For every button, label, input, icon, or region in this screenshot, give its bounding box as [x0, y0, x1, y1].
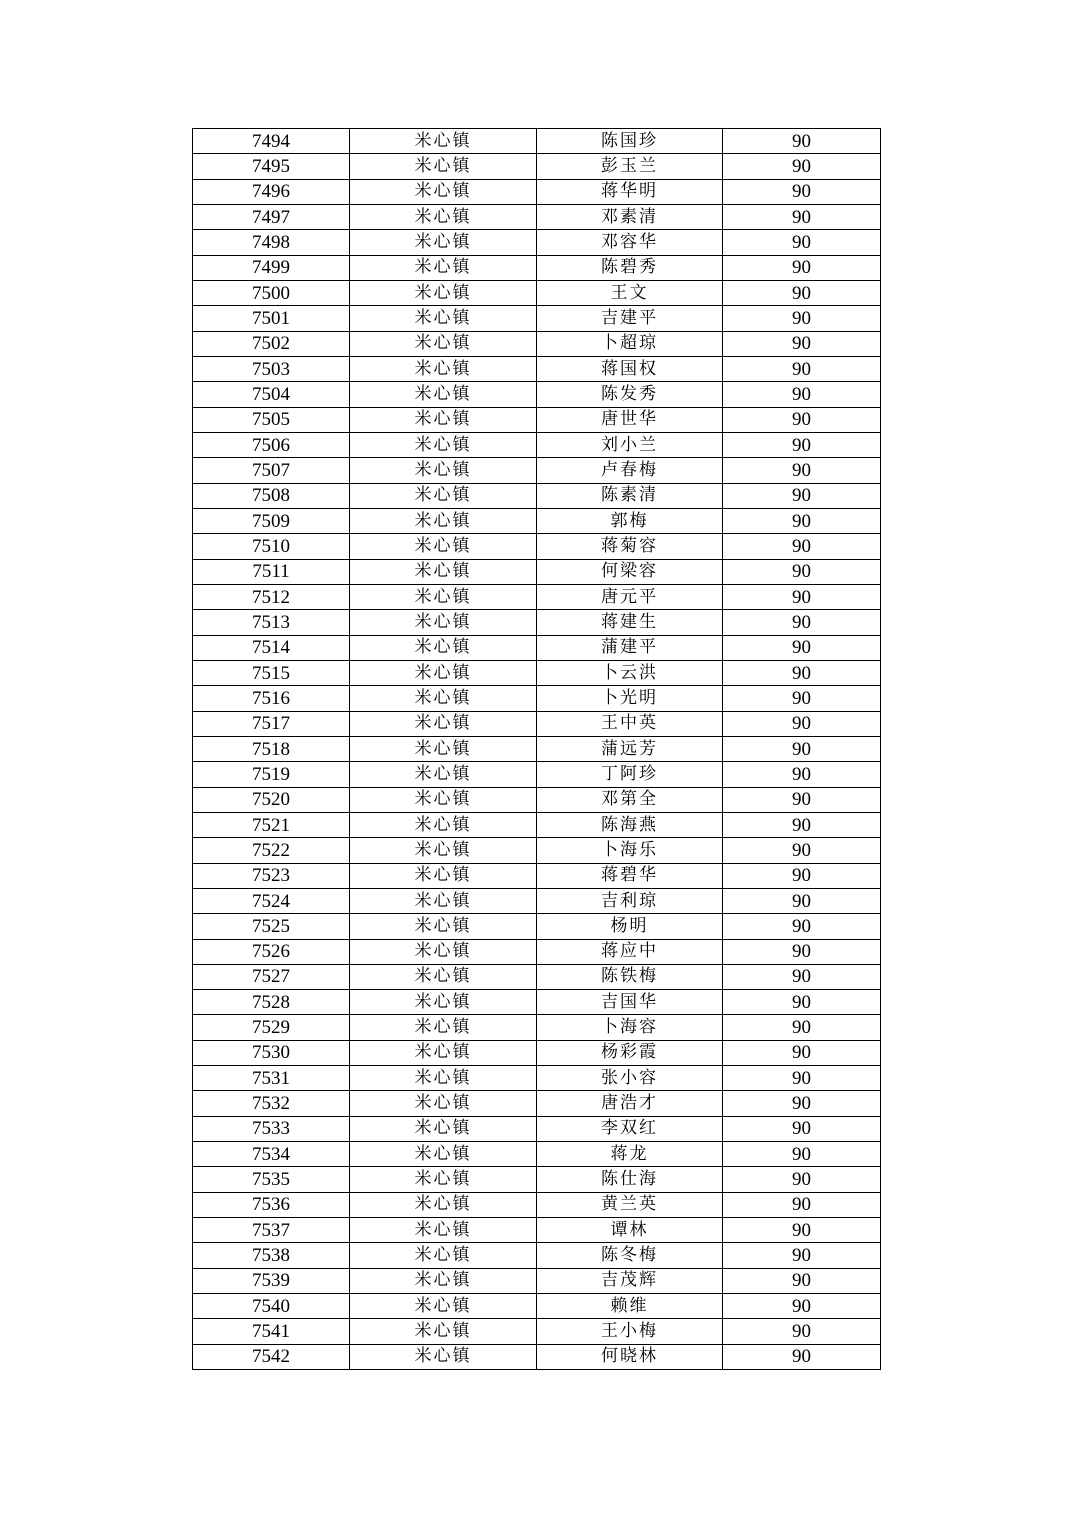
cell-town: 米心镇: [350, 888, 537, 913]
cell-number: 7524: [193, 888, 350, 913]
cell-amount: 90: [723, 1319, 881, 1344]
cell-town: 米心镇: [350, 1091, 537, 1116]
cell-amount: 90: [723, 1294, 881, 1319]
table-row: [193, 331, 881, 356]
cell-number: 7510: [193, 534, 350, 559]
cell-town: 米心镇: [350, 1116, 537, 1141]
cell-name: 唐浩才: [537, 1091, 723, 1116]
cell-town: 米心镇: [350, 863, 537, 888]
cell-name: 王小梅: [537, 1319, 723, 1344]
table-row: [193, 787, 881, 812]
cell-town: 米心镇: [350, 1167, 537, 1192]
cell-name: 卜海容: [537, 1015, 723, 1040]
cell-name: 郭梅: [537, 508, 723, 533]
cell-number: 7514: [193, 635, 350, 660]
cell-name: 蒋华明: [537, 179, 723, 204]
table-row: [193, 812, 881, 837]
cell-number: 7540: [193, 1294, 350, 1319]
cell-town: 米心镇: [350, 483, 537, 508]
cell-town: 米心镇: [350, 584, 537, 609]
cell-town: 米心镇: [350, 179, 537, 204]
cell-amount: 90: [723, 584, 881, 609]
cell-amount: 90: [723, 179, 881, 204]
table-row: [193, 483, 881, 508]
cell-name: 卜海乐: [537, 838, 723, 863]
cell-name: 邓容华: [537, 230, 723, 255]
cell-name: 王中英: [537, 711, 723, 736]
table-row: [193, 432, 881, 457]
cell-number: 7528: [193, 990, 350, 1015]
cell-amount: 90: [723, 1142, 881, 1167]
cell-town: 米心镇: [350, 1319, 537, 1344]
cell-amount: 90: [723, 1218, 881, 1243]
cell-name: 卜光明: [537, 686, 723, 711]
table-row: [193, 508, 881, 533]
table-row: [193, 660, 881, 685]
cell-amount: 90: [723, 914, 881, 939]
cell-name: 陈铁梅: [537, 964, 723, 989]
cell-town: 米心镇: [350, 255, 537, 280]
table-row: [193, 1116, 881, 1141]
cell-amount: 90: [723, 230, 881, 255]
table-row: [193, 1167, 881, 1192]
table-row: [193, 939, 881, 964]
cell-amount: 90: [723, 331, 881, 356]
cell-amount: 90: [723, 356, 881, 381]
cell-name: 王文: [537, 280, 723, 305]
cell-number: 7508: [193, 483, 350, 508]
table-row: [193, 382, 881, 407]
cell-number: 7500: [193, 280, 350, 305]
cell-amount: 90: [723, 306, 881, 331]
cell-number: 7520: [193, 787, 350, 812]
cell-name: 何晓林: [537, 1344, 723, 1369]
table-body: [193, 129, 881, 1370]
table-row: [193, 1040, 881, 1065]
cell-town: 米心镇: [350, 230, 537, 255]
cell-number: 7495: [193, 154, 350, 179]
cell-town: 米心镇: [350, 914, 537, 939]
table-row: [193, 230, 881, 255]
cell-amount: 90: [723, 1167, 881, 1192]
cell-number: 7542: [193, 1344, 350, 1369]
cell-number: 7518: [193, 736, 350, 761]
cell-amount: 90: [723, 787, 881, 812]
cell-town: 米心镇: [350, 154, 537, 179]
table-row: [193, 179, 881, 204]
cell-amount: 90: [723, 154, 881, 179]
cell-town: 米心镇: [350, 407, 537, 432]
cell-number: 7504: [193, 382, 350, 407]
cell-name: 陈国珍: [537, 129, 723, 154]
cell-name: 吉建平: [537, 306, 723, 331]
table-row: [193, 129, 881, 154]
cell-name: 蒲远芳: [537, 736, 723, 761]
cell-amount: 90: [723, 1091, 881, 1116]
cell-amount: 90: [723, 382, 881, 407]
cell-name: 陈海燕: [537, 812, 723, 837]
cell-amount: 90: [723, 939, 881, 964]
cell-number: 7523: [193, 863, 350, 888]
cell-number: 7505: [193, 407, 350, 432]
cell-town: 米心镇: [350, 1192, 537, 1217]
cell-amount: 90: [723, 990, 881, 1015]
cell-town: 米心镇: [350, 458, 537, 483]
cell-amount: 90: [723, 534, 881, 559]
table-row: [193, 736, 881, 761]
cell-name: 吉茂辉: [537, 1268, 723, 1293]
cell-number: 7501: [193, 306, 350, 331]
table-row: [193, 1319, 881, 1344]
cell-number: 7534: [193, 1142, 350, 1167]
table-row: [193, 255, 881, 280]
cell-number: 7527: [193, 964, 350, 989]
table-row: [193, 990, 881, 1015]
cell-name: 邓第全: [537, 787, 723, 812]
table-row: [193, 686, 881, 711]
cell-amount: 90: [723, 888, 881, 913]
cell-amount: 90: [723, 1243, 881, 1268]
cell-town: 米心镇: [350, 660, 537, 685]
cell-number: 7497: [193, 204, 350, 229]
cell-name: 吉国华: [537, 990, 723, 1015]
table-row: [193, 1091, 881, 1116]
table-row: [193, 1192, 881, 1217]
cell-town: 米心镇: [350, 762, 537, 787]
cell-number: 7530: [193, 1040, 350, 1065]
cell-amount: 90: [723, 559, 881, 584]
table-row: [193, 154, 881, 179]
cell-town: 米心镇: [350, 1243, 537, 1268]
cell-town: 米心镇: [350, 432, 537, 457]
cell-town: 米心镇: [350, 1294, 537, 1319]
cell-town: 米心镇: [350, 1040, 537, 1065]
cell-town: 米心镇: [350, 331, 537, 356]
cell-amount: 90: [723, 1015, 881, 1040]
cell-name: 陈发秀: [537, 382, 723, 407]
cell-name: 黄兰英: [537, 1192, 723, 1217]
cell-number: 7537: [193, 1218, 350, 1243]
cell-amount: 90: [723, 838, 881, 863]
cell-town: 米心镇: [350, 838, 537, 863]
table-row: [193, 762, 881, 787]
table-row: [193, 1142, 881, 1167]
cell-amount: 90: [723, 812, 881, 837]
table-row: [193, 356, 881, 381]
cell-town: 米心镇: [350, 686, 537, 711]
cell-name: 赖维: [537, 1294, 723, 1319]
cell-number: 7522: [193, 838, 350, 863]
cell-amount: 90: [723, 1344, 881, 1369]
cell-number: 7509: [193, 508, 350, 533]
table-row: [193, 458, 881, 483]
cell-town: 米心镇: [350, 711, 537, 736]
table-row: [193, 1344, 881, 1369]
cell-name: 杨明: [537, 914, 723, 939]
table-row: [193, 1218, 881, 1243]
cell-town: 米心镇: [350, 204, 537, 229]
cell-name: 李双红: [537, 1116, 723, 1141]
cell-town: 米心镇: [350, 610, 537, 635]
cell-town: 米心镇: [350, 635, 537, 660]
cell-amount: 90: [723, 686, 881, 711]
cell-amount: 90: [723, 1116, 881, 1141]
cell-name: 蒋碧华: [537, 863, 723, 888]
cell-amount: 90: [723, 1040, 881, 1065]
cell-name: 丁阿珍: [537, 762, 723, 787]
cell-number: 7536: [193, 1192, 350, 1217]
cell-number: 7519: [193, 762, 350, 787]
cell-town: 米心镇: [350, 1268, 537, 1293]
cell-number: 7506: [193, 432, 350, 457]
cell-number: 7521: [193, 812, 350, 837]
cell-town: 米心镇: [350, 1344, 537, 1369]
cell-amount: 90: [723, 1066, 881, 1091]
cell-number: 7538: [193, 1243, 350, 1268]
cell-amount: 90: [723, 635, 881, 660]
cell-amount: 90: [723, 255, 881, 280]
cell-amount: 90: [723, 863, 881, 888]
cell-number: 7541: [193, 1319, 350, 1344]
cell-number: 7511: [193, 559, 350, 584]
cell-name: 蒋国权: [537, 356, 723, 381]
cell-amount: 90: [723, 610, 881, 635]
cell-amount: 90: [723, 483, 881, 508]
cell-amount: 90: [723, 407, 881, 432]
table-row: [193, 204, 881, 229]
cell-town: 米心镇: [350, 534, 537, 559]
cell-number: 7503: [193, 356, 350, 381]
cell-name: 蒋龙: [537, 1142, 723, 1167]
cell-name: 唐元平: [537, 584, 723, 609]
cell-name: 陈仕海: [537, 1167, 723, 1192]
cell-name: 卜超琼: [537, 331, 723, 356]
table-row: [193, 534, 881, 559]
cell-town: 米心镇: [350, 280, 537, 305]
table-row: [193, 407, 881, 432]
data-table: [192, 128, 881, 1370]
cell-number: 7513: [193, 610, 350, 635]
cell-town: 米心镇: [350, 129, 537, 154]
table-row: [193, 1066, 881, 1091]
cell-town: 米心镇: [350, 812, 537, 837]
cell-town: 米心镇: [350, 939, 537, 964]
cell-town: 米心镇: [350, 1142, 537, 1167]
cell-amount: 90: [723, 1268, 881, 1293]
cell-name: 蒋应中: [537, 939, 723, 964]
cell-number: 7529: [193, 1015, 350, 1040]
cell-number: 7496: [193, 179, 350, 204]
cell-amount: 90: [723, 660, 881, 685]
cell-amount: 90: [723, 458, 881, 483]
cell-name: 陈碧秀: [537, 255, 723, 280]
cell-amount: 90: [723, 762, 881, 787]
cell-amount: 90: [723, 129, 881, 154]
table-row: [193, 914, 881, 939]
table-row: [193, 1243, 881, 1268]
cell-number: 7526: [193, 939, 350, 964]
cell-amount: 90: [723, 964, 881, 989]
cell-amount: 90: [723, 736, 881, 761]
cell-number: 7532: [193, 1091, 350, 1116]
cell-name: 吉利琼: [537, 888, 723, 913]
cell-amount: 90: [723, 280, 881, 305]
cell-number: 7531: [193, 1066, 350, 1091]
table-row: [193, 635, 881, 660]
cell-amount: 90: [723, 1192, 881, 1217]
cell-name: 蒋菊容: [537, 534, 723, 559]
cell-number: 7517: [193, 711, 350, 736]
cell-name: 刘小兰: [537, 432, 723, 457]
cell-name: 卢春梅: [537, 458, 723, 483]
table-row: [193, 306, 881, 331]
cell-number: 7502: [193, 331, 350, 356]
cell-town: 米心镇: [350, 559, 537, 584]
table-row: [193, 711, 881, 736]
cell-amount: 90: [723, 508, 881, 533]
cell-name: 谭林: [537, 1218, 723, 1243]
cell-number: 7515: [193, 660, 350, 685]
cell-name: 陈冬梅: [537, 1243, 723, 1268]
cell-name: 彭玉兰: [537, 154, 723, 179]
cell-name: 唐世华: [537, 407, 723, 432]
table-row: [193, 1015, 881, 1040]
cell-number: 7494: [193, 129, 350, 154]
cell-name: 何梁容: [537, 559, 723, 584]
cell-number: 7539: [193, 1268, 350, 1293]
cell-number: 7498: [193, 230, 350, 255]
cell-town: 米心镇: [350, 990, 537, 1015]
cell-town: 米心镇: [350, 736, 537, 761]
cell-number: 7507: [193, 458, 350, 483]
cell-town: 米心镇: [350, 1066, 537, 1091]
table-row: [193, 964, 881, 989]
cell-name: 张小容: [537, 1066, 723, 1091]
table-row: [193, 610, 881, 635]
table-row: [193, 559, 881, 584]
cell-town: 米心镇: [350, 356, 537, 381]
table-row: [193, 584, 881, 609]
cell-town: 米心镇: [350, 508, 537, 533]
table-row: [193, 280, 881, 305]
cell-name: 杨彩霞: [537, 1040, 723, 1065]
cell-number: 7525: [193, 914, 350, 939]
cell-name: 蒲建平: [537, 635, 723, 660]
cell-number: 7535: [193, 1167, 350, 1192]
cell-number: 7533: [193, 1116, 350, 1141]
cell-town: 米心镇: [350, 306, 537, 331]
cell-town: 米心镇: [350, 787, 537, 812]
cell-number: 7499: [193, 255, 350, 280]
cell-town: 米心镇: [350, 964, 537, 989]
table-row: [193, 1294, 881, 1319]
table-row: [193, 863, 881, 888]
table-row: [193, 838, 881, 863]
cell-name: 邓素清: [537, 204, 723, 229]
cell-town: 米心镇: [350, 1218, 537, 1243]
cell-name: 卜云洪: [537, 660, 723, 685]
cell-town: 米心镇: [350, 382, 537, 407]
table-row: [193, 1268, 881, 1293]
cell-number: 7512: [193, 584, 350, 609]
cell-name: 蒋建生: [537, 610, 723, 635]
cell-number: 7516: [193, 686, 350, 711]
cell-town: 米心镇: [350, 1015, 537, 1040]
cell-amount: 90: [723, 204, 881, 229]
cell-amount: 90: [723, 432, 881, 457]
cell-name: 陈素清: [537, 483, 723, 508]
table-row: [193, 888, 881, 913]
cell-amount: 90: [723, 711, 881, 736]
